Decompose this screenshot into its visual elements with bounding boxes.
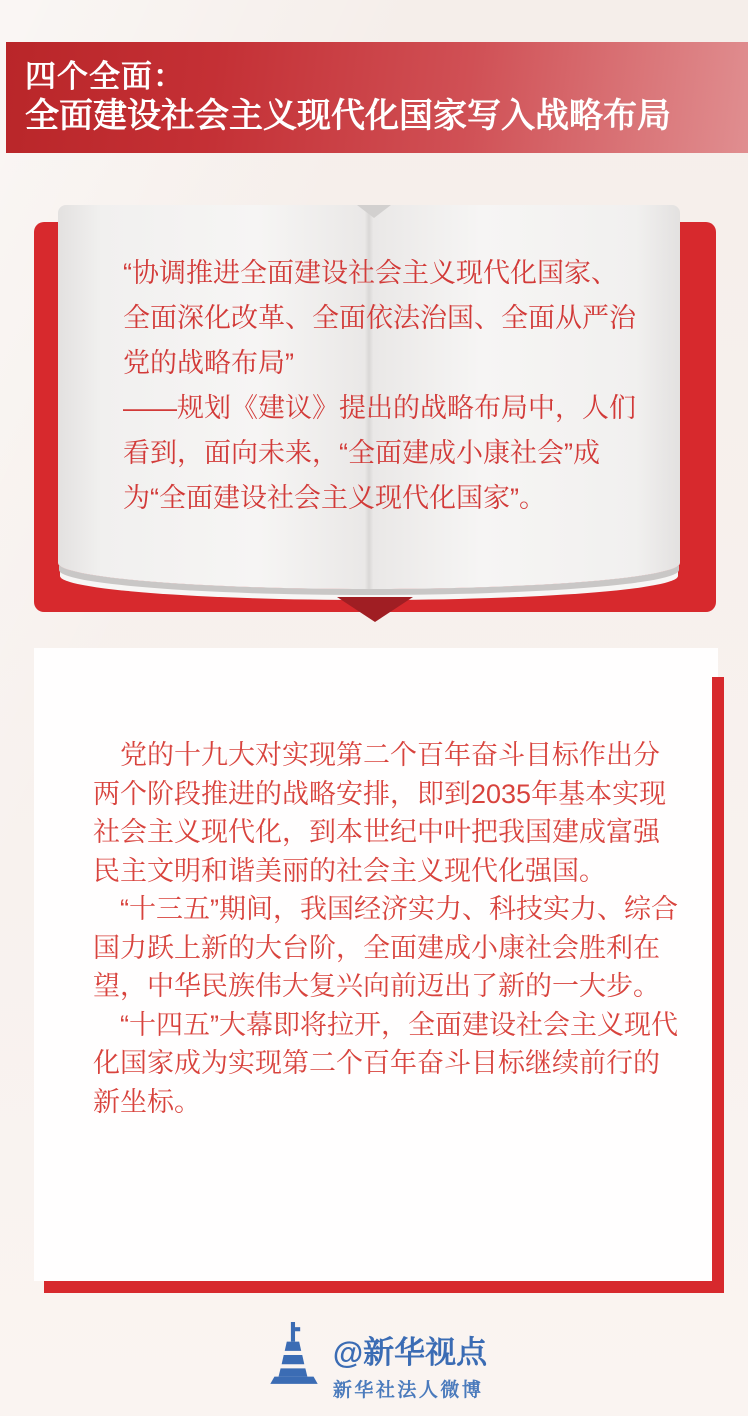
xinhua-tower-logo-icon — [261, 1322, 327, 1390]
banner-title-line2: 全面建设社会主义现代化国家写入战略布局 — [25, 97, 671, 135]
body-paragraph-3: “十四五”大幕即将拉开，全面建设社会主义现代化国家成为实现第二个百年奋斗目标继续前行的新坐标。 — [93, 1009, 678, 1117]
weibo-account-name: @新华视点 — [332, 1335, 488, 1370]
quote-paragraph-2: ——规划《建议》提出的战略布局中，人们看到，面向未来，“全面建成小康社会”成为“全面建设社会主义现代化国家”。 — [123, 393, 636, 513]
weibo-account-desc: 新华社法人微博 — [332, 1380, 484, 1401]
book-quote-block — [123, 251, 643, 521]
book-spine-top-notch — [357, 205, 391, 218]
card-frame-right-bar — [712, 677, 724, 1293]
footer — [0, 1322, 748, 1402]
book-spine-bottom-notch — [337, 597, 413, 622]
body-text-block — [93, 736, 683, 1121]
footer-text-column — [333, 1336, 487, 1402]
quote-paragraph-1: “协调推进全面建设社会主义现代化国家、全面深化改革、全面依法治国、全面从严治党的战略布局” — [123, 258, 636, 378]
body-paragraph-1: 党的十九大对实现第二个百年奋斗目标作出分两个阶段推进的战略安排，即到2035年基本实现社会主义现代化，到本世纪中叶把我国建成富强民主文明和谐美丽的社会主义现代化强国。 — [93, 740, 667, 886]
body-paragraph-2: “十三五”期间，我国经济实力、科技实力、综合国力跃上新的大台阶，全面建成小康社会胜利在望，中华民族伟大复兴向前迈出了新的一大步。 — [93, 894, 678, 1001]
title-banner — [6, 42, 748, 153]
card-frame-bottom-bar — [44, 1281, 724, 1293]
banner-title-line1: 四个全面： — [25, 59, 185, 94]
